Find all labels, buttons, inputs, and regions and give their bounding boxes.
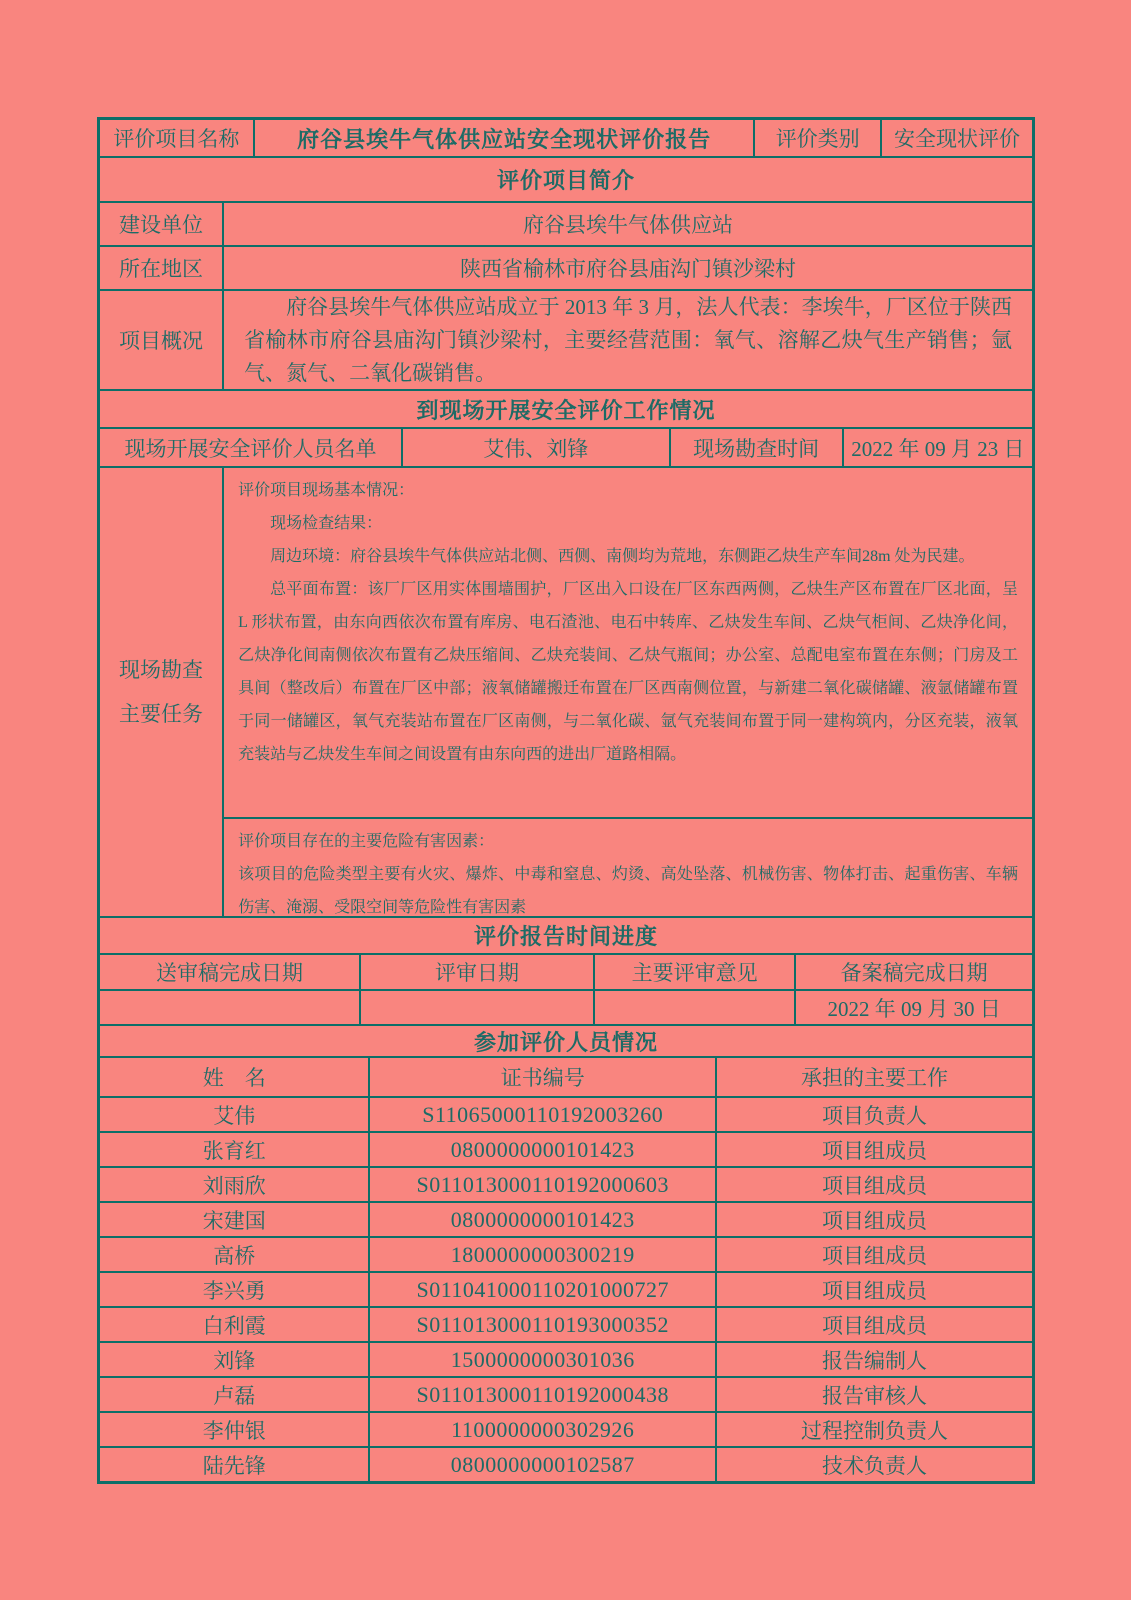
table-row bbox=[100, 1201, 1032, 1236]
participant-role: 项目组成员 bbox=[715, 1273, 1032, 1306]
build-unit-row bbox=[100, 201, 1032, 245]
participants-section-title: 参加评价人员情况 bbox=[473, 1029, 658, 1055]
participant-name: 艾伟 bbox=[213, 1103, 256, 1128]
participant-certificate: 0800000000102587 bbox=[368, 1448, 715, 1481]
table-row bbox=[100, 1271, 1032, 1306]
tasks-paragraph-2: 现场检查结果： bbox=[270, 515, 383, 532]
evaluation-type-label: 评价类别 bbox=[753, 120, 880, 156]
intro-section-header-row bbox=[100, 156, 1032, 201]
participant-role: 报告编制人 bbox=[715, 1343, 1032, 1376]
location-row bbox=[100, 245, 1032, 289]
survey-tasks-text bbox=[224, 468, 1032, 817]
participant-certificate: 0800000000101423 bbox=[368, 1203, 715, 1236]
participant-certificate: 1100000000302926 bbox=[368, 1413, 715, 1446]
participant-name: 李兴勇 bbox=[202, 1278, 266, 1303]
participants-col-role: 承担的主要工作 bbox=[715, 1058, 1032, 1096]
schedule-value-record-date: 2022 年 09 月 30 日 bbox=[794, 991, 1032, 1024]
participant-role: 项目组成员 bbox=[715, 1203, 1032, 1236]
survey-tasks-content bbox=[222, 468, 1032, 916]
tasks-paragraph-4: 总平面布置：该厂厂区用实体围墙围护，厂区出入口设在厂区东西两侧，乙炔生产区布置在厂区北面，呈 L 形状布置，由东向西依次布置有库房、电石渣池、电石中转库、乙炔发生车间、乙炔气柜间、乙炔净化间，乙炔净化间南侧依次布置有乙炔压缩间、乙炔充装间、乙炔气瓶间；办公室、总配电室布置在东侧；门房及工具间（整改后）布置在厂区中部；液氧储罐搬迁布置在厂区西南侧位置，与新建二氧化碳储罐、液氩储罐布置于同一储罐区，氧气充装站布置在厂区南侧，与二氧化碳、氩气充装间布置于同一建构筑内，分区充装，液氧充装站与乙炔发生车间之间设置有由东向西的进出厂道路相隔。 bbox=[238, 581, 1018, 763]
participant-role: 项目负责人 bbox=[715, 1098, 1032, 1131]
schedule-value-draft-date bbox=[100, 991, 359, 1024]
participant-role: 项目组成员 bbox=[715, 1168, 1032, 1201]
participant-name: 高桥 bbox=[213, 1243, 256, 1268]
evaluation-type-value: 安全现状评价 bbox=[880, 120, 1032, 156]
survey-tasks-section bbox=[100, 466, 1032, 916]
participant-role: 项目组成员 bbox=[715, 1133, 1032, 1166]
table-row bbox=[100, 1411, 1032, 1446]
table-row bbox=[100, 1306, 1032, 1341]
report-sheet bbox=[97, 117, 1035, 1484]
participant-certificate: S011041000110201000727 bbox=[368, 1273, 715, 1306]
schedule-col-draft-date: 送审稿完成日期 bbox=[156, 961, 304, 985]
table-row bbox=[100, 1236, 1032, 1271]
schedule-section-title: 评价报告时间进度 bbox=[473, 924, 658, 949]
site-personnel-value: 艾伟、刘锋 bbox=[401, 429, 668, 466]
participant-certificate: 1800000000300219 bbox=[368, 1238, 715, 1271]
build-unit-label: 建设单位 bbox=[119, 213, 204, 237]
schedule-section-header-row bbox=[100, 916, 1032, 953]
schedule-col-review-date: 评审日期 bbox=[359, 955, 593, 989]
participant-name: 李仲银 bbox=[202, 1418, 266, 1443]
participant-name: 张育红 bbox=[202, 1138, 266, 1163]
overview-label: 项目概况 bbox=[119, 329, 204, 353]
schedule-columns-row bbox=[100, 953, 1032, 989]
hazards-title: 评价项目存在的主要危险有害因素： bbox=[238, 833, 495, 850]
title-row bbox=[100, 120, 1032, 156]
participant-name: 陆先锋 bbox=[202, 1453, 266, 1478]
participant-role: 报告审核人 bbox=[715, 1378, 1032, 1411]
participant-name: 白利霞 bbox=[202, 1313, 266, 1338]
tasks-paragraph-1: 评价项目现场基本情况： bbox=[238, 482, 415, 499]
site-section-header-row bbox=[100, 389, 1032, 427]
participant-role: 项目组成员 bbox=[715, 1238, 1032, 1271]
evaluation-report-table bbox=[97, 117, 1035, 1484]
participant-certificate: S011013000110192000438 bbox=[368, 1378, 715, 1411]
table-row bbox=[100, 1376, 1032, 1411]
project-name-value: 府谷县埃牛气体供应站安全现状评价报告 bbox=[253, 120, 753, 156]
survey-time-label: 现场勘查时间 bbox=[669, 429, 842, 466]
hazards-text: 该项目的危险类型主要有火灾、爆炸、中毒和窒息、灼烫、高处坠落、机械伤害、物体打击、起重伤害、车辆伤害、淹溺、受限空间等危险性有害因素 bbox=[238, 866, 1018, 916]
table-row bbox=[100, 1096, 1032, 1131]
participant-role: 过程控制负责人 bbox=[715, 1413, 1032, 1446]
participant-name: 刘雨欣 bbox=[202, 1173, 266, 1198]
participant-name: 卢磊 bbox=[213, 1383, 256, 1408]
survey-tasks-label: 现场勘查主要任务 bbox=[119, 658, 204, 726]
table-row bbox=[100, 1131, 1032, 1166]
participant-name: 刘锋 bbox=[213, 1348, 256, 1373]
schedule-values-row bbox=[100, 989, 1032, 1024]
table-row bbox=[100, 1446, 1032, 1481]
schedule-value-review-opinion bbox=[593, 991, 794, 1024]
site-section-title: 到现场开展安全评价工作情况 bbox=[416, 397, 716, 423]
participant-certificate: 1500000000301036 bbox=[368, 1343, 715, 1376]
location-label: 所在地区 bbox=[119, 257, 204, 281]
participant-role: 技术负责人 bbox=[715, 1448, 1032, 1481]
table-row bbox=[100, 1341, 1032, 1376]
survey-time-value: 2022 年 09 月 23 日 bbox=[842, 429, 1032, 466]
participant-certificate: S011013000110192000603 bbox=[368, 1168, 715, 1201]
project-name-label: 评价项目名称 bbox=[113, 127, 240, 151]
site-personnel-label: 现场开展安全评价人员名单 bbox=[124, 436, 377, 461]
hazards-text-block bbox=[224, 817, 1032, 916]
participants-col-name: 姓 名 bbox=[202, 1066, 266, 1090]
schedule-value-review-date bbox=[359, 991, 593, 1024]
schedule-col-review-opinion: 主要评审意见 bbox=[593, 955, 794, 989]
location-value: 陕西省榆林市府谷县庙沟门镇沙梁村 bbox=[222, 247, 1032, 289]
participant-certificate: 0800000000101423 bbox=[368, 1133, 715, 1166]
participant-certificate: S11065000110192003260 bbox=[368, 1098, 715, 1131]
participant-certificate: S011013000110193000352 bbox=[368, 1308, 715, 1341]
table-row bbox=[100, 1166, 1032, 1201]
overview-row bbox=[100, 289, 1032, 389]
intro-section-title: 评价项目简介 bbox=[496, 168, 635, 193]
overview-value bbox=[222, 291, 1032, 389]
participants-col-certificate: 证书编号 bbox=[368, 1058, 715, 1096]
overview-text: 府谷县埃牛气体供应站成立于 2013 年 3 月，法人代表：李埃牛，厂区位于陕西省榆林市府谷县庙沟门镇沙梁村，主要经营范围：氧气、溶解乙炔气生产销售；氩气、氮气、二氧化碳销售。 bbox=[244, 294, 1012, 385]
participant-role: 项目组成员 bbox=[715, 1308, 1032, 1341]
schedule-col-record-date: 备案稿完成日期 bbox=[794, 955, 1032, 989]
participants-section-header-row bbox=[100, 1024, 1032, 1056]
build-unit-value: 府谷县埃牛气体供应站 bbox=[222, 203, 1032, 245]
participants-columns-row bbox=[100, 1056, 1032, 1096]
tasks-paragraph-3: 周边环境：府谷县埃牛气体供应站北侧、西侧、南侧均为荒地，东侧距乙炔生产车间28m 处为民建。 bbox=[270, 548, 975, 565]
participant-name: 宋建国 bbox=[202, 1208, 266, 1233]
site-personnel-row bbox=[100, 427, 1032, 466]
